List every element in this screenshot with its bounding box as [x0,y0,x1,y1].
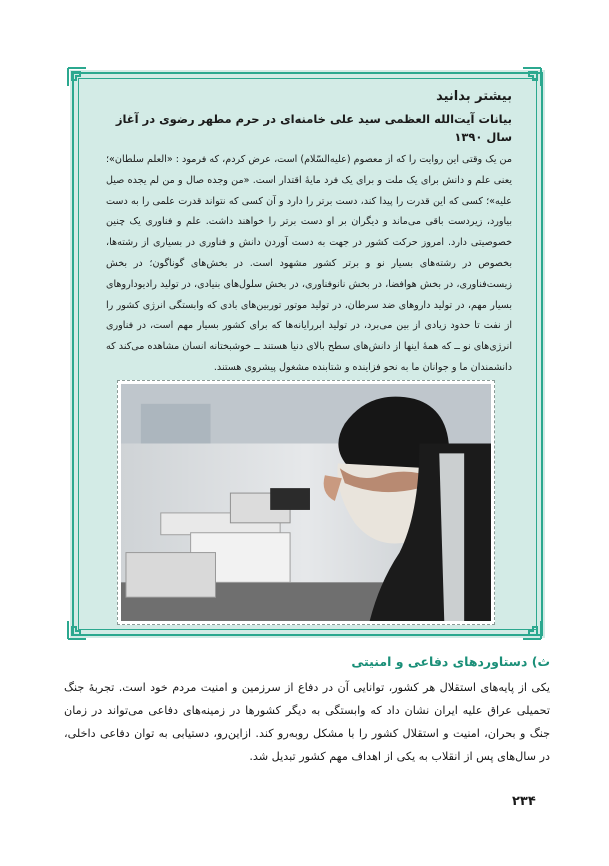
section-defense [64,652,550,768]
section-body: یکی از پایه‌های استقلال هر کشور، توانایی آن در دفاع از سرزمین و امنیت مردم خود است. تجربهٔ جنگ تحمیلی عراق علیه ایران نشان داد که وابستگی به دیگر کشورها در زمینه‌های دفاعی می‌تواند در زمان جنگ و بحران، امنیت و استقلال کشور را با مشکل روبه‌رو کند. ازاین‌رو، دستیابی به توان دفاعی داخلی، در سال‌های پس از انقلاب به یکی از اهداف مهم کشور تبدیل شد. [64,681,550,763]
corner-ornament-icon [521,619,543,641]
corner-ornament-icon [521,66,543,88]
corner-ornament-icon [66,619,88,641]
info-box-heading: بیشتر بدانید [436,89,512,104]
microscope-photo-illustration [121,384,491,621]
photo [117,380,495,625]
section-title: ث) دستاوردهای دفاعی و امنیتی [351,654,550,669]
corner-ornament-icon [66,66,88,88]
info-box-subheading: بیانات آیت‌الله العظمی سید علی خامنه‌ای در حرم مطهر رضوی در آغاز سال ۱۳۹۰ [115,112,512,144]
info-box-content [106,88,512,379]
info-box-body: من یک وقتی این روایت را که از معصوم (علیه‌السّلام) است، عرض کردم، که فرمود : «العلم سلطان»؛ یعنی علم و دانش برای یک ملت و برای یک فرد مایهٔ اقتدار است. «من وجده صال و من لم یجده صیل علیه»؛ کسی که این قدرت را پیدا کند، دست برتر را دارد و آن کسی که نتواند قدرت علمی را به دست بیاورد، زیردست باقی می‌ماند و دیگران بر او دست برتر را خواهند داشت. علم و فناوری یک چنین خصوصیتی دارد. امروز حرکت کشور در جهت به دست آوردن دانش و فناوری در بسیاری از رشته‌ها، بخصوص در رشته‌های بسیار نو و برتر کشور مشهود است. در بخش‌های گوناگون؛ در بخش زیست‌فناوری، در بخش هوافضا، در بخش نانوفناوری، در بخش سلول‌های بنیادی، در تولید رادیوداروهای بسیار مهم، در تولید داروهای ضد سرطان، در تولید موتور توربین‌های بادی که وابستگی انرژی کشور را از نفت تا حدود زیادی از بین می‌برد، در تولید ابررایانه‌ها که برای کشور بسیار مهم است، در فناوری انرژی‌های نو ــ که همهٔ اینها از دانش‌های سطح بالای دنیا هستند ــ خوشبختانه انسان مشاهده می‌کند که دانشمندان ما و جوانان ما به نحو فزاینده و شتابنده مشغول پیشروی هستند. [106,154,512,373]
page-number: ۲۳۴ [512,794,536,809]
